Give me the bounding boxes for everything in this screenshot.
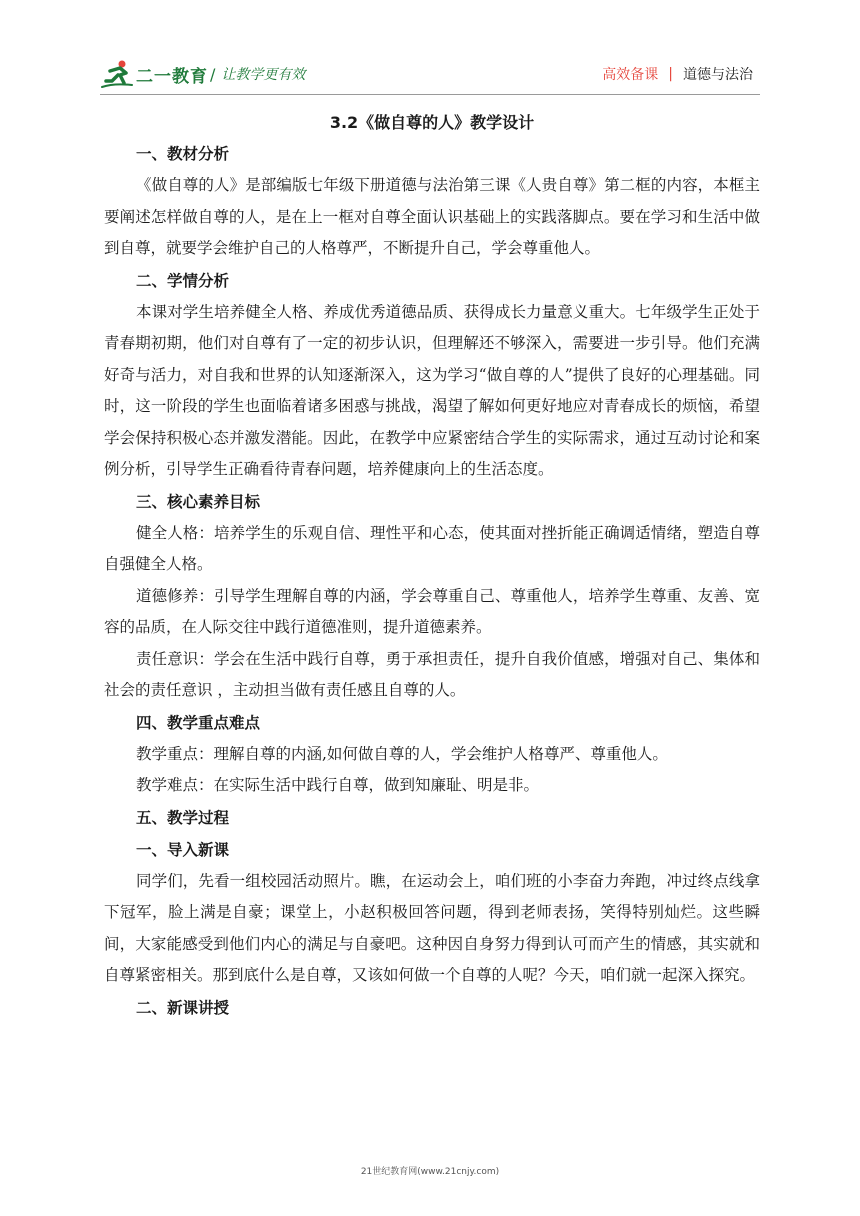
paragraph: 健全人格：培养学生的乐观自信、理性平和心态，使其面对挫折能正确调适情绪，塑造自尊自强健全人格。 xyxy=(104,523,760,573)
section-heading: 三、核心素养目标 xyxy=(136,492,261,511)
logo-name: 二一教育 xyxy=(136,66,208,87)
header-divider xyxy=(100,94,760,95)
paragraph: 教学重点：理解自尊的内涵,如何做自尊的人，学会维护人格尊严、尊重他人。 xyxy=(136,744,668,763)
header-separator: | xyxy=(668,66,673,82)
document-body xyxy=(104,108,760,1024)
logo-slogan: 让教学更有效 xyxy=(221,67,306,83)
logo-slash: / xyxy=(210,64,216,84)
section-heading: 五、教学过程 xyxy=(136,808,230,827)
subsection-heading: 二、新课讲授 xyxy=(136,998,230,1017)
section-heading: 一、教材分析 xyxy=(136,145,230,163)
paragraph: 教学难点：在实际生活中践行自尊，做到知廉耻、明是非。 xyxy=(136,776,540,794)
page-footer: 21世纪教育网(www.21cnjy.com) xyxy=(360,1167,500,1177)
header-subject xyxy=(602,64,753,84)
paragraph: 同学们，先看一组校园活动照片。瞧，在运动会上，咱们班的小李奋力奔跑，冲过终点线拿下冠军，脸上满是自豪；课堂上，小赵积极回答问题，得到老师表扬，笑得特别灿烂。这些瞬间，大家能感受到他们内心的满足与自豪吧。这种因自身努力得到认可而产生的情感，其实就和自尊紧密相关。那到底什么是自尊，又该如何做一个自尊的人呢？今天，咱们就一起深入探究。 xyxy=(104,871,760,984)
document-title: 3.2《做自尊的人》教学设计 xyxy=(329,113,535,132)
paragraph: 道德修养：引导学生理解自尊的内涵，学会尊重自己、尊重他人，培养学生尊重、友善、宽容的品质，在人际交往中践行道德准则，提升道德素养。 xyxy=(104,586,760,636)
paragraph: 责任意识：学会在生活中践行自尊，勇于承担责任，提升自我价值感，增强对自己、集体和社会的责任意识 ，主动担当做有责任感且自尊的人。 xyxy=(104,649,760,699)
header-accent-label: 高效备课 xyxy=(602,67,659,83)
paragraph: 本课对学生培养健全人格、养成优秀道德品质、获得成长力量意义重大。七年级学生正处于青春期初期，他们对自尊有了一定的初步认识，但理解还不够深入，需要进一步引导。他们充满好奇与活力，对自我和世界的认知逐渐深入，这为学习“做自尊的人”提供了良好的心理基础。同时，这一阶段的学生也面临着诸多困惑与挑战，渴望了解如何更好地应对青春成长的烦恼，希望学会保持积极心态并激发潜能。因此，在教学中应紧密结合学生的实际需求，通过互动讨论和案例分析，引导学生正确看待青春问题，培养健康向上的生活态度。 xyxy=(104,302,760,478)
section-heading: 二、学情分析 xyxy=(136,271,230,290)
header-subject-label: 道德与法治 xyxy=(683,67,753,83)
section-heading: 四、教学重点难点 xyxy=(136,713,261,732)
logo xyxy=(100,56,305,92)
runner-logo-icon xyxy=(100,59,134,89)
page-header xyxy=(0,0,860,100)
paragraph: 《做自尊的人》是部编版七年级下册道德与法治第三课《人贵自尊》第二框的内容，本框主要阐述怎样做自尊的人，是在上一框对自尊全面认识基础上的实践落脚点。要在学习和生活中做到自尊，就要学会维护自己的人格尊严，不断提升自己，学会尊重他人。 xyxy=(104,176,760,257)
subsection-heading: 一、导入新课 xyxy=(136,840,230,859)
